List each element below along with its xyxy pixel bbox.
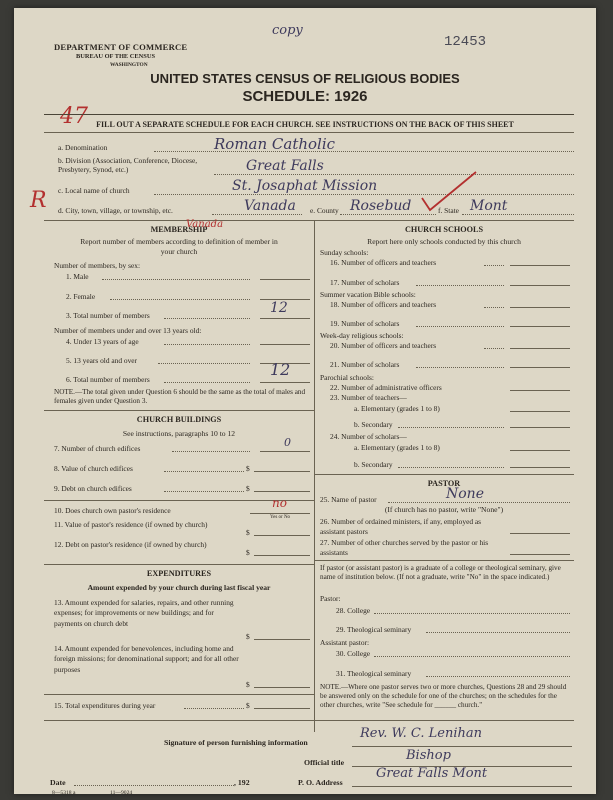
by-sex-label: Number of members, by sex: xyxy=(54,261,140,270)
q14-label: 14. Amount expended for benevolences, including home and foreign missions; for denominational support; and for all other purposes xyxy=(54,644,239,674)
q18-label: 18. Number of officers and teachers xyxy=(330,300,437,309)
city-label: d. City, town, village, or township, etc. xyxy=(58,206,173,215)
q6-value: 12 xyxy=(270,360,291,379)
q14-dollar: $ xyxy=(246,680,250,689)
stamp-number: 12453 xyxy=(444,34,487,50)
q3-value: 12 xyxy=(270,300,288,316)
q23-label: 23. Number of teachers— xyxy=(330,393,407,402)
q25-value: None xyxy=(446,486,484,502)
city-value: Vanada xyxy=(244,198,296,214)
q9-dollar: $ xyxy=(246,484,250,493)
division-value: Great Falls xyxy=(246,158,324,174)
buildings-heading: CHURCH BUILDINGS xyxy=(136,415,222,424)
q24-label: 24. Number of scholars— xyxy=(330,432,407,441)
q7-label: 7. Number of church edifices xyxy=(54,444,141,453)
q4-label: 4. Under 13 years of age xyxy=(66,337,139,346)
q21-label: 21. Number of scholars xyxy=(330,360,400,369)
expenditures-sub: Amount expended by your church during last fiscal year xyxy=(87,583,271,592)
schools-heading: CHURCH SCHOOLS xyxy=(404,225,484,234)
membership-note: NOTE.—The total given under Question 6 should be the same as the total of males and females given under Question 3. xyxy=(54,388,306,405)
address-label: P. O. Address xyxy=(298,778,343,787)
q16-label: 16. Number of officers and teachers xyxy=(330,258,437,267)
membership-intro: Report number of members according to definition of member in your church xyxy=(80,237,278,256)
denomination-label: a. Denomination xyxy=(58,143,108,152)
instruction-line: FILL OUT A SEPARATE SCHEDULE FOR EACH CHURCH. SEE INSTRUCTIONS ON THE BACK OF THIS SHEET xyxy=(96,120,514,129)
expenditures-heading: EXPENDITURES xyxy=(146,569,212,578)
county-label: e. County xyxy=(310,206,339,215)
q15-dollar: $ xyxy=(246,701,250,710)
q8-dollar: $ xyxy=(246,464,250,473)
local-name-label: c. Local name of church xyxy=(58,186,130,195)
q2-label: 2. Female xyxy=(66,292,96,301)
graduate-note: If pastor (or assistant pastor) is a graduate of a college or theological seminary, give name of institution below. (If not a graduate, write "No" in the space indicated.) xyxy=(320,564,561,581)
q20-label: 20. Number of officers and teachers xyxy=(330,341,437,350)
sunday-label: Sunday schools: xyxy=(320,248,369,257)
denomination-value: Roman Catholic xyxy=(214,135,336,153)
q7-value: 0 xyxy=(284,436,291,449)
q12-dollar: $ xyxy=(246,548,250,557)
q26-label: 26. Number of ordained ministers, if any, employed as assistant pastors xyxy=(320,517,482,536)
q25-note: (If church has no pastor, write "None") xyxy=(384,505,504,514)
q15-label: 15. Total expenditures during year xyxy=(54,701,156,710)
q24a-label: a. Elementary (grades 1 to 8) xyxy=(354,443,440,452)
assistant-label: Assistant pastor: xyxy=(320,638,370,647)
parochial-label: Parochial schools: xyxy=(320,373,374,382)
q17-label: 17. Number of scholars xyxy=(330,278,400,287)
buildings-sub: See instructions, paragraphs 10 to 12 xyxy=(122,429,236,438)
q3-label: 3. Total number of members xyxy=(66,311,150,320)
q9-label: 9. Debt on church edifices xyxy=(54,484,132,493)
q23a-label: a. Elementary (grades 1 to 8) xyxy=(354,404,440,413)
membership-heading: MEMBERSHIP xyxy=(150,225,208,234)
q1-label: 1. Male xyxy=(66,272,89,281)
q29-label: 29. Theological seminary xyxy=(336,625,412,634)
q19-label: 19. Number of scholars xyxy=(330,319,400,328)
q11-label: 11. Value of pastor's residence (if owned by church) xyxy=(54,520,208,529)
pastor-label: Pastor: xyxy=(320,594,341,603)
q31-label: 31. Theological seminary xyxy=(336,669,412,678)
column-divider xyxy=(314,220,315,732)
q8-label: 8. Value of church edifices xyxy=(54,464,133,473)
date-label: Date xyxy=(50,778,66,787)
county-value: Rosebud xyxy=(350,198,412,214)
year-label: , 192 xyxy=(234,778,250,787)
state-value: Mont xyxy=(470,198,508,214)
q10-label: 10. Does church own pastor's residence xyxy=(54,506,171,515)
census-schedule-sheet xyxy=(14,8,596,794)
q24b-label: b. Secondary xyxy=(354,460,393,469)
local-name-value: St. Josaphat Mission xyxy=(232,178,378,194)
q30-label: 30. College xyxy=(336,649,371,658)
form-title: UNITED STATES CENSUS OF RELIGIOUS BODIES xyxy=(150,71,460,86)
schedule-title: SCHEDULE: 1926 xyxy=(242,88,368,105)
q6-label: 6. Total number of members xyxy=(66,375,150,384)
red-r-mark: R xyxy=(30,188,47,213)
address-value: Great Falls Mont xyxy=(376,766,488,781)
division-label: b. Division (Association, Conference, Diocese, Presbytery, Synod, etc.) xyxy=(58,156,198,174)
official-title-label: Official title xyxy=(304,758,345,767)
city-name: WASHINGTON xyxy=(110,62,148,68)
q11-dollar: $ xyxy=(246,528,250,537)
q25-label: 25. Name of pastor xyxy=(320,495,377,504)
q5-label: 5. 13 years old and over xyxy=(66,356,138,365)
official-title-value: Bishop xyxy=(406,748,451,763)
q28-label: 28. College xyxy=(336,606,371,615)
q13-label: 13. Amount expended for salaries, repairs, and other running expenses; for improvements or new buildings; and for payments on church debt xyxy=(54,598,234,628)
yes-no-hint: Yes or No xyxy=(270,515,291,520)
q27-label: 27. Number of other churches served by the pastor or his assistants xyxy=(320,538,489,557)
red-number: 47 xyxy=(60,104,88,129)
red-check-mark xyxy=(414,168,484,218)
signature-value: Rev. W. C. Lenihan xyxy=(360,726,483,741)
q13-dollar: $ xyxy=(246,632,250,641)
weekday-label: Week-day religious schools: xyxy=(320,331,404,340)
print-number: 11—9024 xyxy=(110,790,133,794)
signature-label: Signature of person furnishing information xyxy=(164,738,308,747)
schools-intro: Report here only schools conducted by this church xyxy=(367,237,521,246)
pastor-note: NOTE.—Where one pastor serves two or more churches, Questions 28 and 29 should be answered only on the schedule for one of the churches; on the schedules for the other churches, write "See schedule for ______ church." xyxy=(320,683,567,709)
q22-label: 22. Number of administrative officers xyxy=(330,383,442,392)
q12-label: 12. Debt on pastor's residence (if owned by church) xyxy=(54,540,207,549)
summer-label: Summer vacation Bible schools: xyxy=(320,290,416,299)
department-name: DEPARTMENT OF COMMERCE xyxy=(54,42,188,52)
form-number: 8—5318 a xyxy=(52,790,76,794)
q10-value: no xyxy=(272,496,287,510)
q23b-label: b. Secondary xyxy=(354,420,393,429)
state-label: f. State xyxy=(438,206,459,215)
under-over-label: Number of members under and over 13 years old: xyxy=(54,326,202,335)
bureau-name: BUREAU OF THE CENSUS xyxy=(76,53,156,60)
copy-note: copy xyxy=(272,23,303,38)
membership-heading-note: Vanada xyxy=(186,219,224,230)
pastor-heading: PASTOR xyxy=(427,479,461,488)
